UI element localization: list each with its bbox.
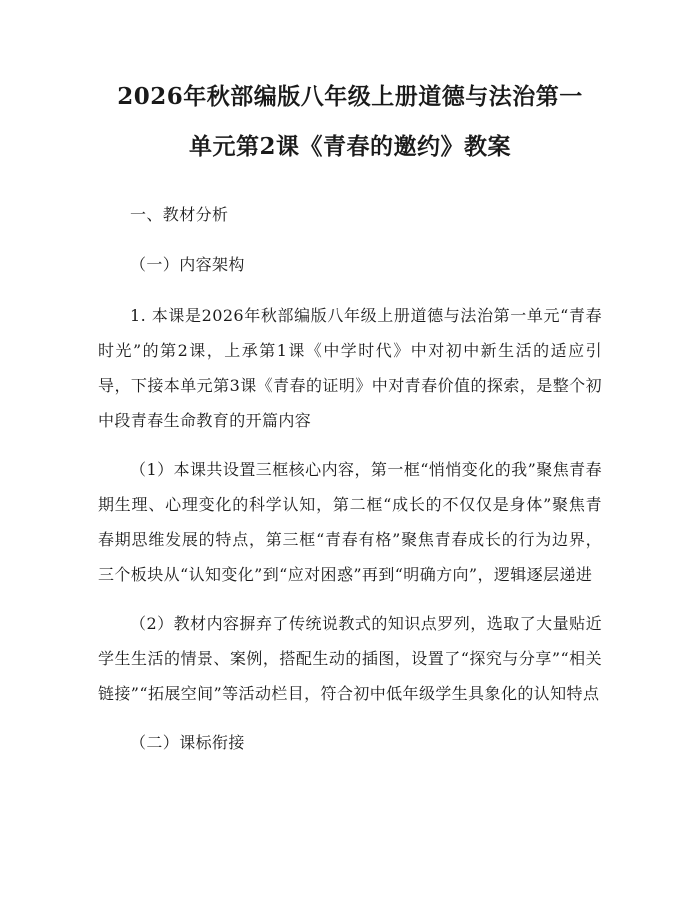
document-title (98, 72, 602, 172)
paragraph-lesson-position: 1. 本课是2026年秋部编版八年级上册道德与法治第一单元“青春时光”的第2课，上承第1课《中学时代》中对初中新生活的适应引导，下接本单元第3课《青春的证明》中对青春价值的探索，是整个初中段青春生命教育的开篇内容 (98, 306, 602, 430)
document-body (98, 197, 602, 760)
subsection-heading-content-structure: （一）内容架构 (130, 255, 245, 274)
paragraph-material-features: （2）教材内容摒弃了传统说教式的知识点罗列，选取了大量贴近学生生活的情景、案例，搭配生动的插图，设置了“探究与分享”“相关链接”“拓展空间”等活动栏目，符合初中低年级学生具象化的认知特点 (98, 614, 602, 703)
title-line-1: 2026年秋部编版八年级上册道德与法治第一 (117, 83, 583, 110)
section-heading-teaching-material-analysis: 一、教材分析 (130, 205, 229, 224)
subsection-heading-curriculum-link: （二）课标衔接 (130, 733, 245, 752)
title-line-2: 单元第2课《青春的邀约》教案 (188, 133, 511, 160)
paragraph-three-frames: （1）本课共设置三框核心内容，第一框“悄悄变化的我”聚焦青春期生理、心理变化的科学认知，第二框“成长的不仅仅是身体”聚焦青春期思维发展的特点，第三框“青春有格”聚焦青春成长的行为边界，三个板块从“认知变化”到“应对困惑”再到“明确方向”，逻辑逐层递进 (98, 460, 602, 584)
